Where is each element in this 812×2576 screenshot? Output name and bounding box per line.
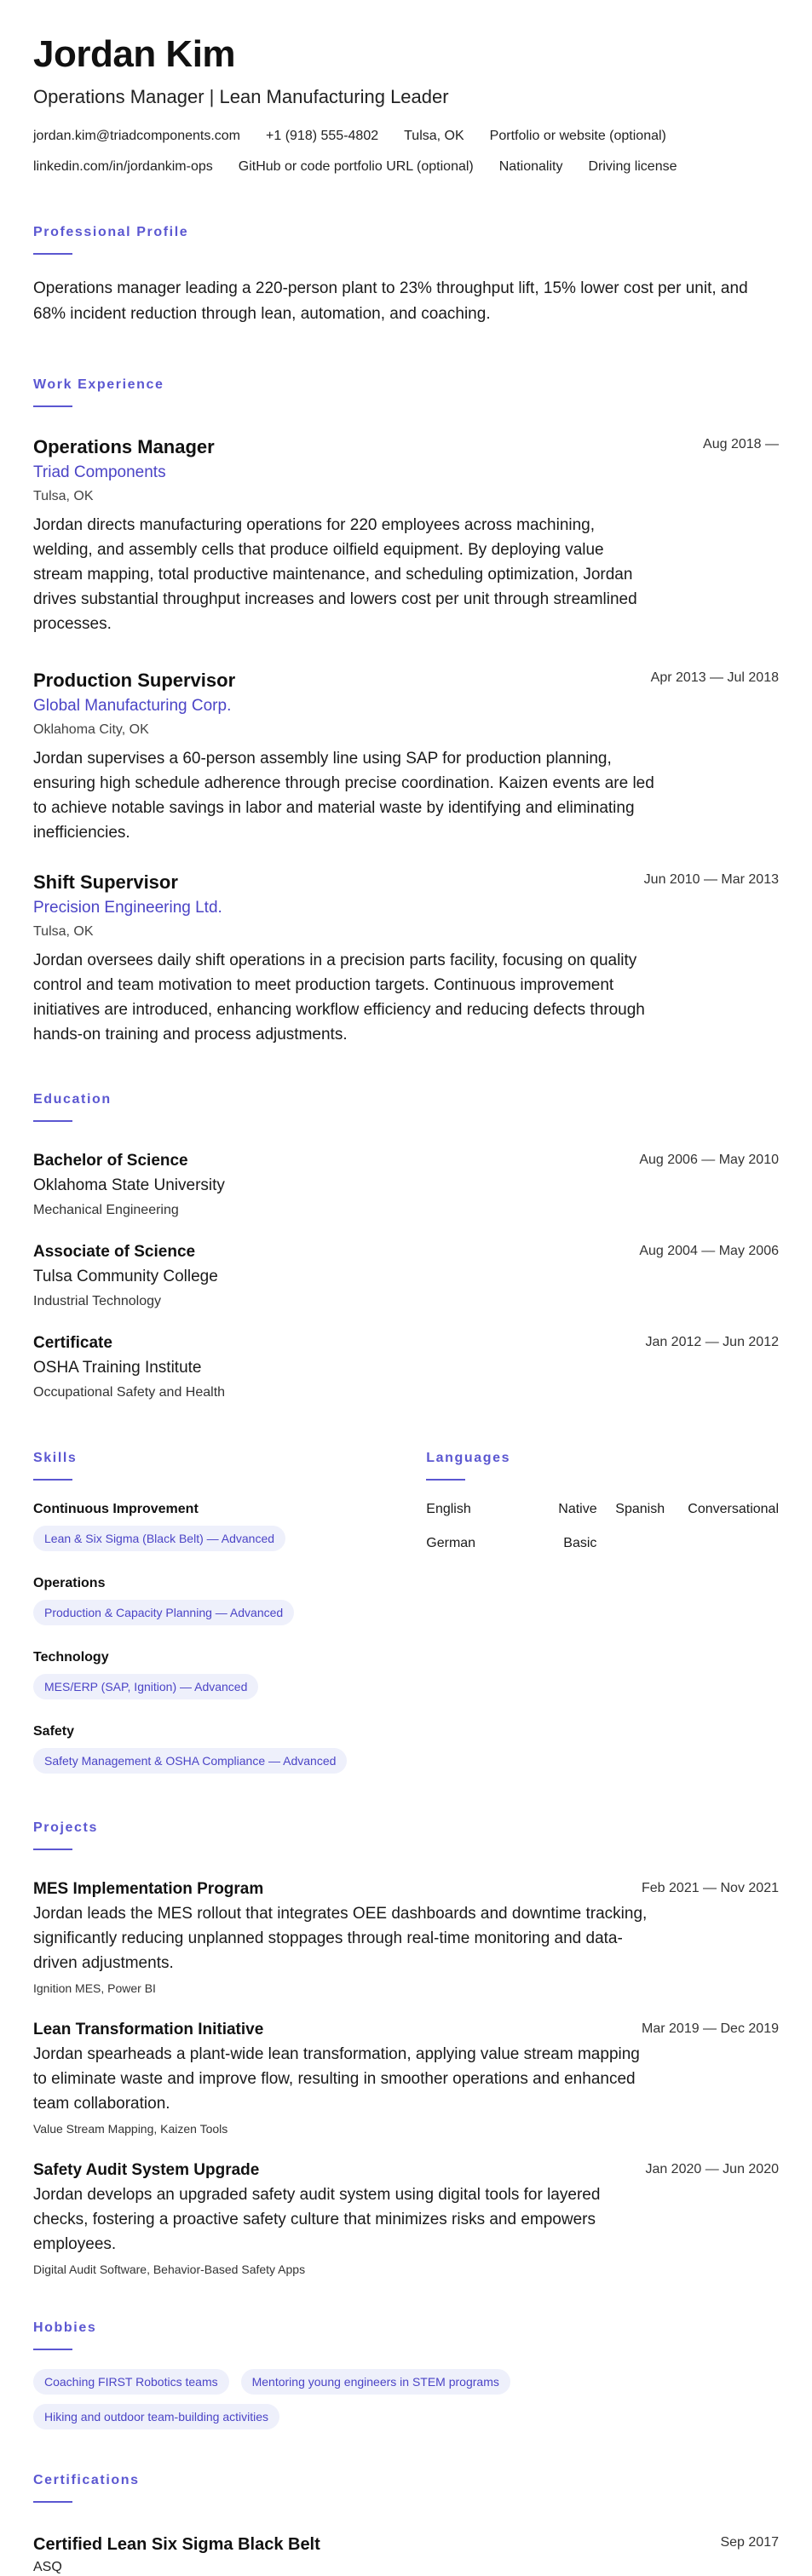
hobby-tag: Mentoring young engineers in STEM programs — [241, 2369, 510, 2395]
project-tools: Ignition MES, Power BI — [33, 1981, 156, 1995]
skill-group — [33, 1649, 426, 1699]
project-title: MES Implementation Program — [33, 1880, 264, 1898]
certification-issuer: ASQ — [33, 2560, 62, 2574]
project-description: Jordan spearheads a plant-wide lean transformation, applying value stream mapping to eliminate waste and improve flow, resulting in smoother operations and enhanced team collaboration. — [33, 2045, 640, 2113]
section-title: Projects — [33, 1820, 98, 1835]
education-field: Occupational Safety and Health — [33, 1385, 226, 1400]
section-title: Professional Profile — [33, 225, 189, 239]
contact-driving-license: Driving license — [588, 159, 677, 174]
skill-group — [33, 1501, 426, 1551]
project-title: Safety Audit System Upgrade — [33, 2161, 260, 2179]
skill-tag: Production & Capacity Planning — Advanced — [33, 1600, 294, 1625]
job-location: Tulsa, OK — [33, 489, 94, 503]
contact-nationality: Nationality — [498, 159, 563, 174]
job-title: Shift Supervisor — [33, 871, 178, 893]
section-divider — [33, 2501, 72, 2503]
education-degree: Certificate — [33, 1334, 112, 1352]
candidate-name: Jordan Kim — [33, 33, 236, 75]
profile-section — [33, 224, 779, 327]
job-location: Tulsa, OK — [33, 924, 94, 939]
job-entry — [33, 435, 779, 636]
skill-group-title: Safety — [33, 1724, 75, 1739]
job-description: Jordan directs manufacturing operations for 220 employees across machining, welding, and assembly cells that produce oilfield equipment. By deploying value stream mapping, total productive maintenance, and scheduling optimization, Jordan drives substantial throughput increases and lowers cost per unit through streamlined processes. — [33, 516, 637, 633]
job-title: Operations Manager — [33, 436, 215, 457]
education-school: Oklahoma State University — [33, 1176, 225, 1194]
job-location: Oklahoma City, OK — [33, 722, 149, 737]
job-entry — [33, 871, 779, 1047]
skill-group — [33, 1575, 426, 1625]
job-dates: Aug 2018 — — [703, 437, 779, 451]
language-row — [426, 1501, 779, 1518]
language-level: Native — [558, 1502, 597, 1516]
job-title: Production Supervisor — [33, 670, 236, 691]
section-title: Education — [33, 1092, 112, 1107]
certification-entry — [33, 2533, 779, 2576]
section-divider — [33, 1849, 72, 1850]
language-row — [426, 1535, 779, 1552]
work-experience-section — [33, 377, 779, 1047]
job-description: Jordan supervises a 60-person assembly line using SAP for production planning, ensuring high schedule adherence through precise coordination. Kaizen events are led to achieve notable savings in labor and material waste by identifying and eliminating inefficiencies. — [33, 750, 654, 842]
project-dates: Jan 2020 — Jun 2020 — [645, 2162, 779, 2176]
education-dates: Jan 2012 — Jun 2012 — [645, 1335, 779, 1349]
contact-phone[interactable]: +1 (918) 555-4802 — [266, 129, 379, 143]
education-degree: Associate of Science — [33, 1243, 196, 1261]
job-company: Precision Engineering Ltd. — [33, 899, 222, 917]
hobbies-section — [33, 2320, 779, 2429]
languages-section — [426, 1450, 779, 1774]
project-entry — [33, 2160, 779, 2277]
project-tools: Value Stream Mapping, Kaizen Tools — [33, 2122, 228, 2136]
skills-languages-row — [33, 1450, 779, 1774]
contact-github[interactable]: GitHub or code portfolio URL (optional) — [238, 159, 474, 174]
job-description: Jordan oversees daily shift operations in a precision parts facility, focusing on quality control and team motivation to meet production targets. Continuous improvement initiatives are introduced, enhancing workflow efficiency and reducing defects through hands-on training and process adjustments. — [33, 952, 645, 1044]
education-dates: Aug 2004 — May 2006 — [639, 1244, 779, 1258]
education-field: Mechanical Engineering — [33, 1203, 179, 1217]
skill-tag: Lean & Six Sigma (Black Belt) — Advanced — [33, 1526, 285, 1551]
section-divider — [33, 253, 72, 255]
section-title: Certifications — [33, 2473, 140, 2487]
skill-tag: MES/ERP (SAP, Ignition) — Advanced — [33, 1674, 258, 1699]
resume-header — [33, 32, 779, 175]
section-title: Languages — [426, 1451, 511, 1465]
skills-section — [33, 1450, 426, 1774]
education-dates: Aug 2006 — May 2010 — [639, 1153, 779, 1167]
section-divider — [426, 1479, 465, 1481]
section-title: Work Experience — [33, 377, 164, 392]
education-degree: Bachelor of Science — [33, 1152, 188, 1170]
education-school: Tulsa Community College — [33, 1268, 218, 1285]
project-entry — [33, 2020, 779, 2136]
language-level: Conversational — [688, 1502, 779, 1516]
project-description: Jordan leads the MES rollout that integrates OEE dashboards and downtime tracking, significantly reducing unplanned stoppages through real-time monitoring and data-driven adjustments. — [33, 1905, 648, 1972]
contact-location: Tulsa, OK — [404, 129, 464, 143]
language-name: English — [426, 1502, 471, 1516]
education-entry — [33, 1333, 779, 1402]
job-company: Triad Components — [33, 463, 166, 481]
section-divider — [33, 1120, 72, 1122]
hobby-tag-list — [33, 2360, 630, 2429]
education-school: OSHA Training Institute — [33, 1359, 202, 1377]
candidate-headline: Operations Manager | Lean Manufacturing Leader — [33, 86, 449, 107]
project-entry — [33, 1879, 779, 1996]
projects-section — [33, 1820, 779, 2277]
section-divider — [33, 1479, 72, 1481]
contact-email[interactable]: jordan.kim@triadcomponents.com — [33, 129, 241, 143]
project-dates: Feb 2021 — Nov 2021 — [642, 1881, 779, 1895]
job-entry — [33, 669, 779, 845]
profile-summary: Operations manager leading a 220-person plant to 23% throughput lift, 15% lower cost per unit, and 68% incident reduction through lean, automation, and coaching. — [33, 279, 748, 323]
skill-group-title: Operations — [33, 1576, 106, 1590]
project-tools: Digital Audit Software, Behavior-Based Safety Apps — [33, 2263, 306, 2276]
contact-linkedin[interactable]: linkedin.com/in/jordankim-ops — [33, 159, 213, 174]
skill-group-title: Continuous Improvement — [33, 1502, 199, 1516]
education-section — [33, 1091, 779, 1402]
certification-date: Sep 2017 — [720, 2535, 779, 2550]
project-title: Lean Transformation Initiative — [33, 2021, 264, 2038]
section-divider — [33, 405, 72, 407]
education-entry — [33, 1151, 779, 1220]
hobby-tag: Coaching FIRST Robotics teams — [33, 2369, 229, 2395]
skill-tag: Safety Management & OSHA Compliance — Advanced — [33, 1748, 347, 1774]
certifications-section — [33, 2472, 779, 2576]
language-level: Basic — [563, 1536, 597, 1550]
language-name: German — [426, 1536, 476, 1550]
education-entry — [33, 1242, 779, 1311]
contact-portfolio[interactable]: Portfolio or website (optional) — [489, 129, 666, 143]
skill-group — [33, 1723, 426, 1774]
section-title: Hobbies — [33, 2320, 97, 2335]
project-description: Jordan develops an upgraded safety audit system using digital tools for layered checks, fostering a proactive safety culture that minimizes risks and empowers employees. — [33, 2186, 601, 2253]
job-dates: Jun 2010 — Mar 2013 — [643, 872, 779, 887]
job-dates: Apr 2013 — Jul 2018 — [650, 670, 779, 685]
education-field: Industrial Technology — [33, 1294, 162, 1308]
job-company: Global Manufacturing Corp. — [33, 697, 232, 715]
skill-group-title: Technology — [33, 1650, 109, 1665]
language-name: Spanish — [615, 1502, 665, 1516]
section-divider — [33, 2349, 72, 2350]
section-title: Skills — [33, 1451, 78, 1465]
certification-name: Certified Lean Six Sigma Black Belt — [33, 2535, 320, 2554]
contact-list — [33, 128, 779, 175]
project-dates: Mar 2019 — Dec 2019 — [642, 2021, 779, 2036]
hobby-tag: Hiking and outdoor team-building activities — [33, 2404, 279, 2429]
